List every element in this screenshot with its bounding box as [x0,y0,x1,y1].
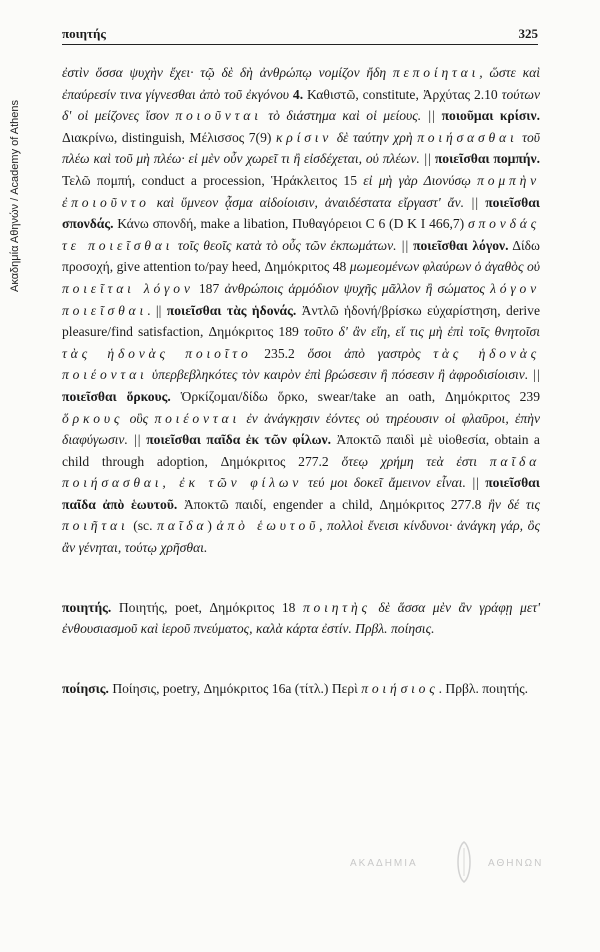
spaced-quote: ποιέονται [154,410,241,426]
page-number: 325 [518,26,538,41]
text-run: Ποιητής, poet, Δημόκριτος 18 [111,599,303,615]
text-run: εἰ μὴ γὰρ Διονύσῳ [363,172,478,188]
spaced-quote: παῖδα [157,518,208,534]
text-run: , ὥστε καὶ ἐπαύρεσίν τινα γίγνεσθαι ἀπὸ τοῦ ἐκγόνου [62,65,541,102]
subentry-phrase: ποιεῖσθαι παῖδα ἐκ τῶν φίλων. [146,432,332,448]
text-run: Ἀντλῶ ἡδονή/βρίσκω εὐχαρίστηση, derive pleasure/find satisfaction, Δημόκριτος 189 [62,302,540,340]
spaced-quote: κρίσιν [275,129,333,145]
text-run: δὲ ἅσσα μὲν ἂν γράφῃ μετ' ἐνθουσιασμοῦ καὶ ἱεροῦ πνεύματος, καλὰ κάρτα ἐστίν. Πρβλ. ποίησις. [62,599,540,637]
subentry-phrase: ποιεῖσθαι τὰς ἡδονάς. [166,302,297,318]
headword: ποίησις. [62,680,109,696]
spaced-quote: ποιῆται [62,518,129,534]
spaced-quote: ποιήσιος [361,680,439,696]
text-run: . || [147,302,167,318]
text-run: , πολλοὶ ἔνεισι κίνδυνοι· ἀνάγκη γάρ, ὃς ἂν γένηται, τούτῳ χρῆσθαι. [62,518,540,556]
text-run: Ποίησις, poetry, Δημόκριτος 16a (τίτλ.) Περὶ [108,680,362,696]
text-run: ὅτεῳ χρήμη τεὰ ἐστι [341,453,490,469]
spaced-quote: ἀπὸ ἑωυτοῦ [216,518,320,534]
page-header [62,26,538,45]
spaced-quote: ποιητὴς [302,599,371,615]
sense-number: 4. [292,86,304,102]
text-run: Τελῶ πομπή, conduct a procession, Ἡράκλειτος 15 [62,172,364,188]
text-run: (sc. [128,518,158,534]
side-attribution: Ακαδημία Αθηνών / Academy of Athens [9,99,21,292]
spaced-quote: τὰς ἡδονὰς ποιέονται [62,345,540,383]
text-run: Διακρίνω, distinguish, Μέλισσος 7(9) [62,129,276,145]
watermark-right: ΑΘΗΝΩΝ [488,858,544,869]
text-run: Κάνω σπονδή, make a libation, Πυθαγόρειοι C 6 (D K I 466,7) [113,216,469,232]
text-run: τοῦ πλέω καὶ τοῦ μὴ πλέω· εἰ μὲν οὖν χωρεῖ τι ἢ εἰσδέχεται, οὐ πλέων. || [62,129,540,167]
text-run: . Πρβλ. ποιητής. [438,680,529,696]
spaced-quote: πομπὴν ἐποιοῦντο [62,172,540,210]
running-headword: ποιητής [62,26,106,41]
headword: ποιητής. [62,599,112,615]
text-run: Ὁρκίζομαι/δίδω ὅρκο, swear/take an oath, Δημόκριτος 239 [170,388,540,404]
text-run: Ἀποκτῶ παιδὶ μὲ υἱοθεσία, obtain a child through adoption, Δημόκριτος 277.2 [62,432,540,469]
text-run: καὶ ὕμνεον ᾆσμα αἰδοίοισιν, ἀναιδέστατα εἴργαστ' ἄν. || [149,194,486,210]
text-run: τοῖς θεοῖς κατὰ τὸ οὖς τῶν ἐκπωμάτων. || [173,237,414,253]
text-run: ἀνθρώποις ἁρμόδιον ψυχῆς μᾶλλον ἢ σώματος [224,280,491,296]
watermark-left: ΑΚΑΔΗΜΙΑ [350,858,418,869]
spaced-quote: τὰς ἡδονὰς ποιοῖτο [62,345,252,361]
spaced-quote: ποιοῦνται [175,108,262,124]
text-run: Καθιστῶ, constitute, Ἀρχύτας 2.10 [303,86,502,102]
subentry-phrase: ποιεῖσθαι σπονδάς. [62,194,540,232]
watermark-seal-icon [452,840,476,884]
text-run: Ἀποκτῶ παιδί, engender a child, Δημόκριτος 277.8 [177,496,489,512]
spaced-quote: ποιήσασθαι [417,129,518,145]
text-run: 187 [193,280,225,296]
entry-poietes [62,597,540,640]
text-run: ὅσοι ἀπὸ γαστρὸς [307,345,434,361]
text-run: τοῦτο δ' ἂν εἴη, εἴ τις μὴ ἐπὶ τοῖς θνητοῖσι [303,324,541,340]
spaced-quote: σπονδάς τε ποιεῖσθαι [62,216,540,253]
text-run: ἐστὶν ὅσσα ψυχὴν ἔχει· τῷ δὲ δὴ ἀνθρώπῳ νομίζον ἤδη [62,65,393,80]
text-run: μωμεομένων φλαύρων ὁ ἀγαθὸς οὐ [349,259,540,275]
entry-poiesis [62,678,540,700]
subentry-phrase: ποιοῦμαι κρίσιν. [441,108,540,124]
text-run: ἣν δέ τις [488,496,540,512]
text-run: 235.2 [251,345,308,361]
text-run: ὑπερβεβληκότες τὸν καιρὸν ἐπὶ βρώσεσιν ἢ πόσεσιν ἢ ἀφροδισίοισιν. || [147,367,540,383]
spaced-quote: ὅρκους [62,410,124,426]
subentry-phrase: ποιεῖσθαι πομπήν. [434,151,540,167]
text-run: ) [207,518,217,534]
spaced-quote: λόγον ποιεῖσθαι [62,280,540,318]
entry-continuation [62,62,540,559]
text-run: τεύ μοι δοκεῖ ἄμεινον εἶναι. || [302,475,486,491]
text-run: οὓς [123,410,155,426]
text-run: τούτων δ' οἱ μείζονες ἴσον [62,86,541,124]
text-run: δὲ ταύτην χρὴ [332,129,418,145]
subentry-phrase: ποιεῖσθαι παῖδα ἀπὸ ἑωυτοῦ. [62,475,540,512]
subentry-phrase: ποιεῖσθαι ὅρκους. [62,388,171,404]
text-run: Δίδω προσοχή, give attention to/pay heed, Δημόκριτος 48 [62,237,540,275]
spaced-quote: ποιεῖται λόγον [62,280,194,296]
spaced-quote: παῖδα ποιήσασθαι, ἐκ τῶν φίλων [62,453,541,491]
dictionary-body [62,62,540,699]
text-run: ἐν ἀνάγκῃσιν ἐόντες οὐ τηρέουσιν οἱ φλαῦροι, ἐπὴν διαφύγωσιν. || [62,410,540,448]
text-run: τὸ διάστημα καὶ οἱ μείους. || [261,108,442,124]
subentry-phrase: ποιεῖσθαι λόγον. [413,237,509,253]
spaced-quote: πεποίηται [392,65,480,80]
